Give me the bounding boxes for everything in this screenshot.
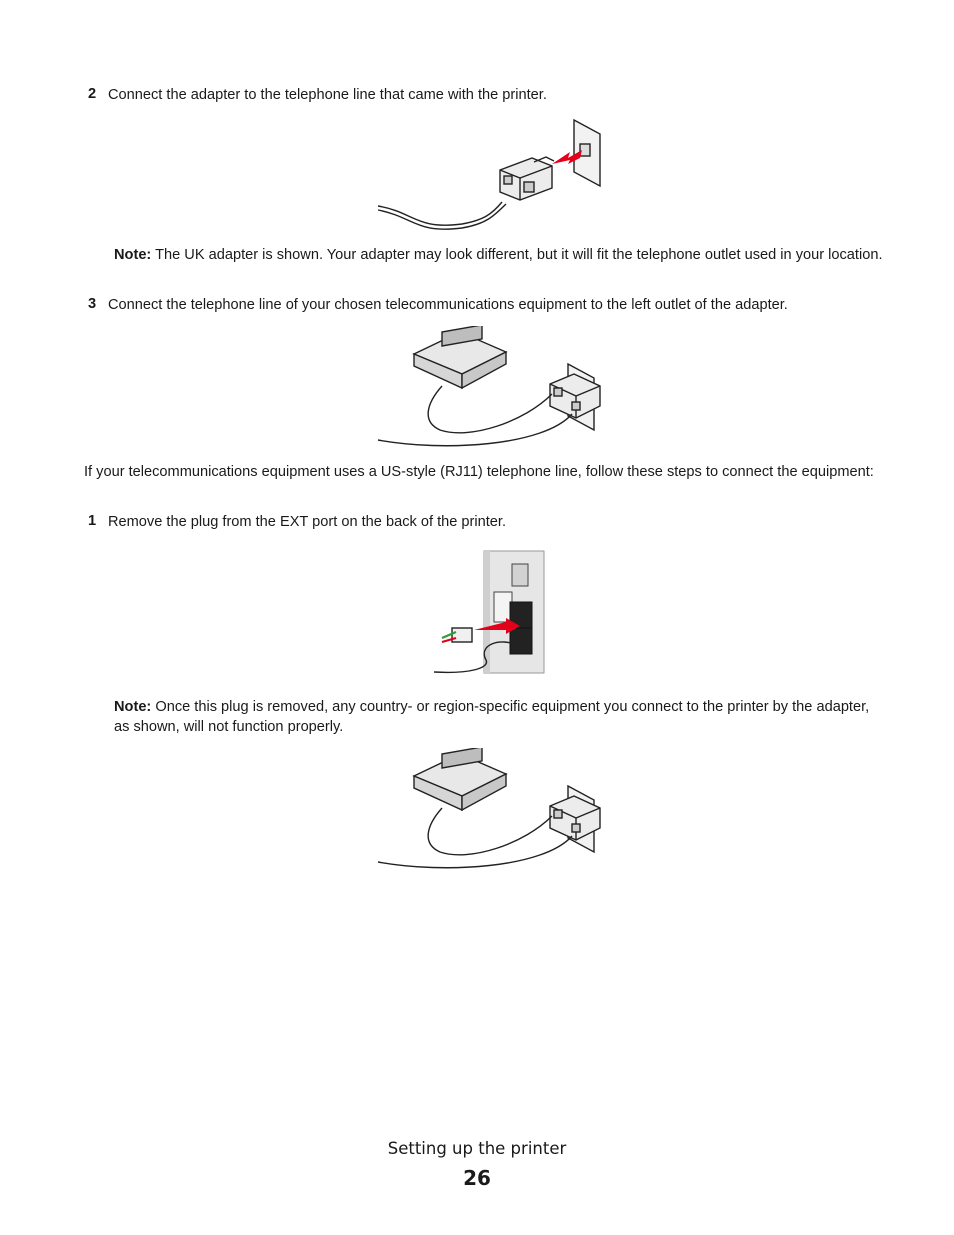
note-text: The UK adapter is shown. Your adapter may look different, but it will fit the telephone outlet used in your location.	[151, 247, 883, 263]
equipment-to-adapter-figure	[374, 748, 606, 874]
step-number: 3	[88, 296, 97, 312]
note	[114, 698, 884, 737]
note-label: Note:	[114, 699, 152, 715]
note	[114, 246, 884, 266]
step-number: 2	[88, 86, 97, 102]
step-number: 1	[88, 513, 97, 529]
equipment-to-adapter-figure	[374, 326, 606, 452]
note-text: Once this plug is removed, any country- or region-specific equipment you connect to the printer by the adapter, as shown, will not function properly.	[114, 699, 870, 735]
adapter-to-wall-figure	[374, 118, 606, 232]
step-text: Remove the plug from the EXT port on the back of the printer.	[108, 514, 507, 530]
step-text: Connect the telephone line of your chosen telecommunications equipment to the left outlet of the adapter.	[108, 297, 788, 313]
footer-title: Setting up the printer	[387, 1139, 567, 1158]
step-text: Connect the adapter to the telephone line that came with the printer.	[108, 87, 547, 103]
paragraph: If your telecommunications equipment uses a US-style (RJ11) telephone line, follow these steps to connect the equipment:	[84, 464, 874, 480]
note-label: Note:	[114, 247, 152, 263]
remove-ext-plug-figure	[430, 550, 546, 676]
page-number: 26	[463, 1166, 491, 1190]
